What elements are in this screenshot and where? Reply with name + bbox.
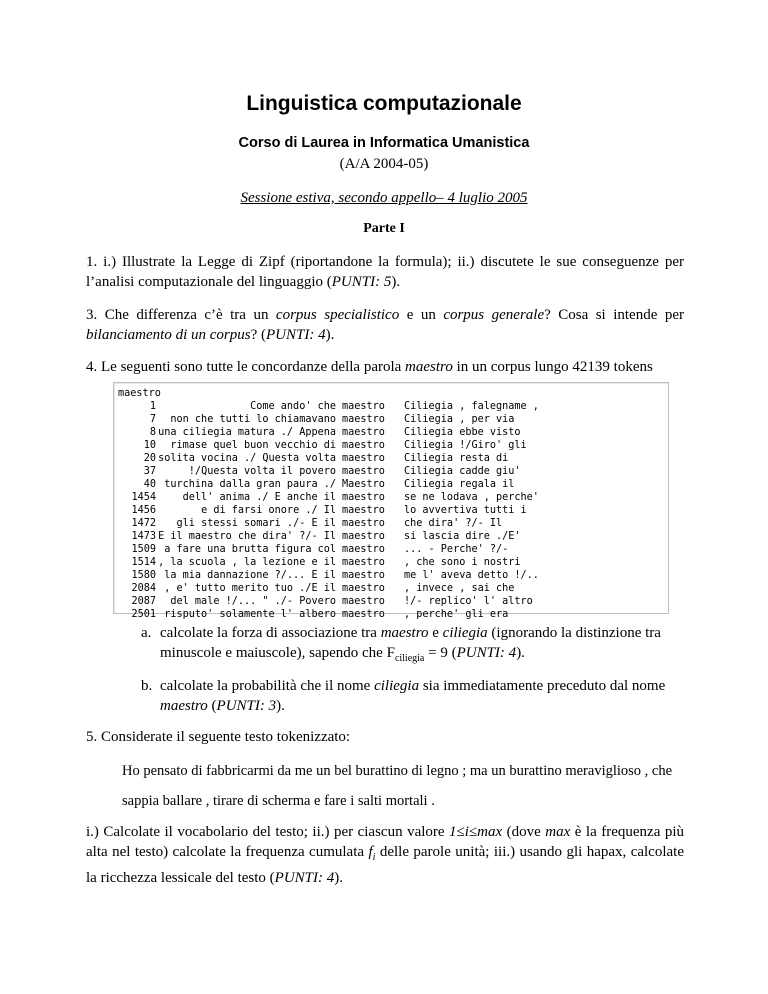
line-number: 2501 bbox=[131, 609, 156, 620]
points: PUNTI: 4 bbox=[265, 327, 326, 343]
course-name: Corso di Laurea in Informatica Umanistica bbox=[238, 135, 530, 151]
keyword: maestro bbox=[342, 414, 385, 425]
line-number: 7 bbox=[149, 414, 156, 425]
right-context: si lascia dire ./E' bbox=[404, 531, 521, 542]
academic-year: (A/A 2004-05) bbox=[339, 156, 429, 172]
concordance-row bbox=[118, 608, 539, 621]
left-context: una ciliegia matura ./ Appena bbox=[158, 427, 336, 438]
line-number: 8 bbox=[149, 427, 156, 438]
question-1: 1. i.) Illustrate la Legge di Zipf (riportandone la formula); ii.) discutete le sue conseguenze per l’analisi computazionale del linguaggio (PUNTI: 5). bbox=[86, 254, 684, 290]
concordance-row bbox=[118, 543, 539, 556]
left-context: del male !/... " ./- Povero bbox=[170, 596, 336, 607]
concordance-row bbox=[118, 491, 539, 504]
concordance-header: maestro bbox=[118, 388, 161, 399]
keyword: maestro bbox=[342, 466, 385, 477]
line-number: 2087 bbox=[131, 596, 156, 607]
keyword: maestro bbox=[342, 570, 385, 581]
part-heading: Parte I bbox=[363, 221, 405, 236]
concordance-row bbox=[118, 595, 539, 608]
right-context: Ciliegia , falegname , bbox=[404, 401, 539, 412]
concordance-row bbox=[118, 400, 539, 413]
exam-session: Sessione estiva, secondo appello– 4 luglio 2005 bbox=[240, 190, 528, 206]
line-number: 1 bbox=[149, 401, 156, 412]
left-context: E il maestro che dira' ?/- Il bbox=[158, 531, 336, 542]
question-4a: a. calcolate la forza di associazione tra maestro e ciliegia (ignorando la distinzione tra minuscole e maiuscole), sapendo che $F_{ciliegia} = 9$ (PUNTI: 4). bbox=[141, 625, 661, 664]
right-context: che dira' ?/- Il bbox=[404, 518, 503, 529]
keyword: maestro bbox=[342, 518, 385, 529]
left-context: risputo' solamente l' albero bbox=[164, 609, 336, 620]
keyword: maestro bbox=[342, 505, 385, 516]
keyword: maestro bbox=[342, 596, 385, 607]
left-context: a fare una brutta figura col bbox=[164, 544, 336, 555]
points: PUNTI: 4 bbox=[274, 870, 335, 886]
question-4b: b. calcolate la probabilità che il nome ciliegia sia immediatamente preceduto dal nome maestro (PUNTI: 3). bbox=[141, 678, 666, 714]
right-context: Ciliegia ebbe visto bbox=[404, 427, 521, 438]
points: PUNTI: 5 bbox=[331, 274, 392, 290]
concordance-row bbox=[118, 517, 539, 530]
concordance-row bbox=[118, 556, 539, 569]
concordance-row bbox=[118, 582, 539, 595]
keyword: maestro bbox=[342, 557, 385, 568]
line-number: 2084 bbox=[131, 583, 156, 594]
left-context: rimase quel buon vecchio di bbox=[170, 440, 336, 451]
right-context: Ciliegia , per via bbox=[404, 414, 515, 425]
points: PUNTI: 3 bbox=[216, 698, 277, 714]
left-context: e di farsi onore ./ Il bbox=[201, 505, 336, 516]
line-number: 1473 bbox=[131, 531, 156, 542]
question-3: 3. Che differenza c’è tra un corpus specialistico e un corpus generale? Cosa si intende per bilanciamento di un corpus? (PUNTI: 4). bbox=[86, 307, 684, 343]
left-context: turchina dalla gran paura ./ bbox=[164, 479, 336, 490]
points: PUNTI: 4 bbox=[456, 645, 517, 661]
right-context: Ciliegia !/Giro' gli bbox=[404, 440, 527, 451]
keyword: maestro bbox=[342, 531, 385, 542]
left-context: solita vocina ./ Questa volta bbox=[158, 453, 336, 464]
question-5-tasks: i.) Calcolate il vocabolario del testo; ii.) per ciascun valore 1≤i≤max (dove max è la frequenza più alta nel testo) calcolate la frequenza cumulata $f_i$ delle parole unità; iii.) usando gli hapax, calcolate la ricchezza lessicale del testo (PUNTI: 4). bbox=[86, 824, 685, 886]
line-number: 1456 bbox=[131, 505, 156, 516]
document-title: Linguistica computazionale bbox=[246, 92, 522, 115]
keyword: maestro bbox=[342, 583, 385, 594]
right-context: me l' aveva detto !/.. bbox=[404, 570, 539, 581]
concordance-row bbox=[118, 530, 539, 543]
concordance-row bbox=[118, 413, 539, 426]
keyword: maestro bbox=[342, 544, 385, 555]
question-5: 5. Considerate il seguente testo tokenizzato: bbox=[86, 729, 351, 745]
line-number: 40 bbox=[143, 479, 156, 490]
right-context: , invece , sai che bbox=[404, 583, 515, 594]
keyword: Maestro bbox=[342, 479, 385, 490]
keyword: maestro bbox=[342, 609, 385, 620]
right-context: , perche' gli era bbox=[404, 609, 509, 620]
tokenized-text: Ho pensato di fabbricarmi da me un bel burattino di legno ; ma un burattino meraviglioso , che sappia ballare , tirare di scherma e fare i salti mortali . bbox=[122, 763, 673, 809]
concordance-row bbox=[118, 478, 539, 491]
concordance-row bbox=[118, 465, 539, 478]
right-context: Ciliegia cadde giu' bbox=[404, 466, 521, 477]
concordance-box bbox=[113, 382, 669, 620]
line-number: 37 bbox=[143, 466, 156, 477]
right-context: ... - Perche' ?/- bbox=[404, 544, 509, 555]
keyword: maestro bbox=[342, 440, 385, 451]
list-marker: a. bbox=[141, 625, 152, 641]
keyword: maestro bbox=[342, 492, 385, 503]
line-number: 1509 bbox=[131, 544, 156, 555]
left-context: la mia dannazione ?/... E il bbox=[164, 570, 336, 581]
keyword: maestro bbox=[342, 453, 385, 464]
line-number: 20 bbox=[143, 453, 156, 464]
line-number: 10 bbox=[143, 440, 156, 451]
concordance-row bbox=[118, 569, 539, 582]
keyword: maestro bbox=[342, 427, 385, 438]
right-context: Ciliegia resta di bbox=[404, 453, 509, 464]
keyword: maestro bbox=[342, 401, 385, 412]
question-4: 4. Le seguenti sono tutte le concordanze della parola maestro in un corpus lungo 42139 tokens bbox=[86, 359, 653, 375]
left-context: Come ando' che bbox=[250, 401, 336, 412]
right-context: Ciliegia regala il bbox=[404, 479, 515, 490]
left-context: , e' tutto merito tuo ./E il bbox=[164, 583, 336, 594]
list-marker: b. bbox=[141, 678, 153, 694]
line-number: 1514 bbox=[131, 557, 156, 568]
left-context: dell' anima ./ E anche il bbox=[182, 492, 336, 503]
concordance-row bbox=[118, 426, 539, 439]
left-context: non che tutti lo chiamavano bbox=[170, 414, 336, 425]
right-context: , che sono i nostri bbox=[404, 557, 521, 568]
line-number: 1454 bbox=[131, 492, 156, 503]
left-context: , la scuola , la lezione e il bbox=[158, 557, 336, 568]
concordance-row bbox=[118, 452, 539, 465]
right-context: se ne lodava , perche' bbox=[404, 492, 539, 503]
right-context: !/- replico' l' altro bbox=[404, 596, 533, 607]
concordance-row bbox=[118, 439, 539, 452]
left-context: gli stessi somari ./- E il bbox=[176, 518, 336, 529]
line-number: 1580 bbox=[131, 570, 156, 581]
left-context: !/Questa volta il povero bbox=[188, 466, 336, 477]
concordance-row bbox=[118, 504, 539, 517]
concordance-table bbox=[118, 400, 539, 621]
right-context: lo avvertiva tutti i bbox=[404, 505, 527, 516]
line-number: 1472 bbox=[131, 518, 156, 529]
